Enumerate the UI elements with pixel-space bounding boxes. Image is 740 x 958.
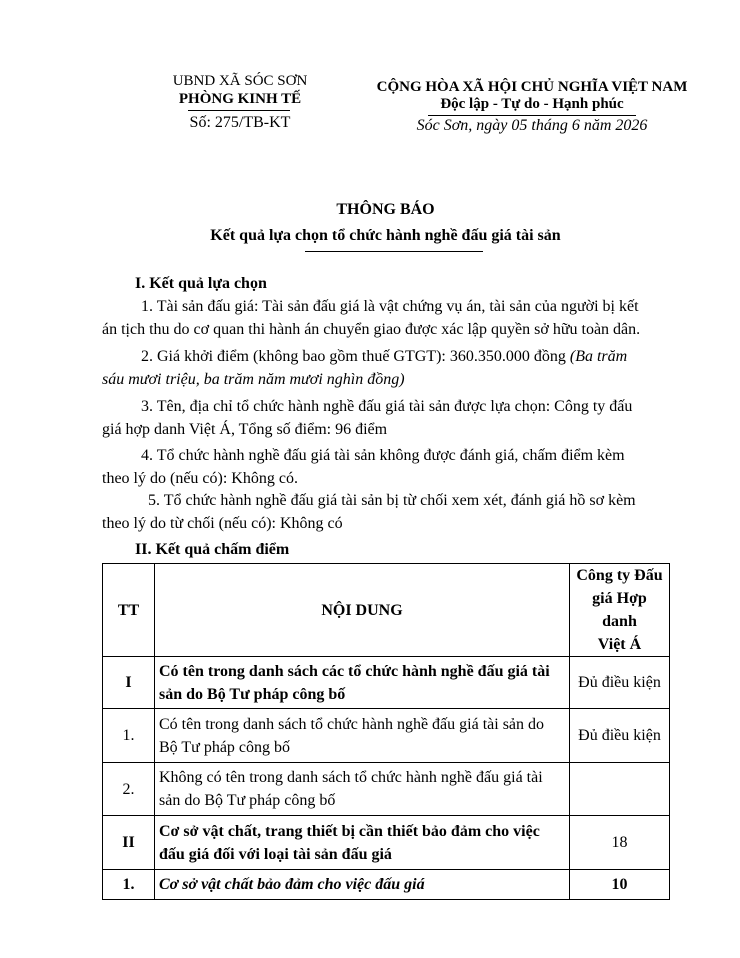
row-value: Đủ điều kiện <box>570 709 670 763</box>
row-content <box>155 816 570 870</box>
header-content: NỘI DUNG <box>155 564 570 657</box>
row-tt: I <box>103 657 155 709</box>
place-and-date: Sóc Sơn, ngày 05 tháng 6 năm 2026 <box>416 117 648 134</box>
issuing-department: PHÒNG KINH TẾ <box>178 91 302 107</box>
row-content-line-2: đấu giá đối với loại tài sản đấu giá <box>159 845 392 863</box>
item-3-line-1: 3. Tên, địa chỉ tổ chức hành nghề đấu giá tài sản được lựa chọn: Công ty đấu <box>141 398 633 415</box>
header-tt: TT <box>103 564 155 657</box>
row-tt: II <box>103 816 155 870</box>
table-row <box>103 763 670 816</box>
item-5-line-1: 5. Tổ chức hành nghề đấu giá tài sản bị từ chối xem xét, đánh giá hồ sơ kèm <box>148 492 636 509</box>
header-right-rule <box>428 115 636 116</box>
row-value: 10 <box>570 870 670 900</box>
item-4-line-1: 4. Tổ chức hành nghề đấu giá tài sản không được đánh giá, chấm điểm kèm <box>141 447 625 464</box>
row-content-line-2: Bộ Tư pháp công bố <box>159 738 291 756</box>
table-row <box>103 816 670 870</box>
header-company-line-2: giá Hợp danh <box>592 590 647 630</box>
item-1-line-2: án tịch thu do cơ quan thi hành án chuyển giao được xác lập quyền sở hữu toàn dân. <box>102 321 641 338</box>
item-2-amount-words-start: (Ba trăm <box>569 348 628 365</box>
header-left-rule <box>188 110 290 111</box>
header-company-line-1: Công ty Đấu <box>576 567 663 584</box>
row-content-line-1: Có tên trong danh sách tổ chức hành nghề đấu giá tài sản do <box>159 715 545 733</box>
table-row <box>103 657 670 709</box>
section-2-heading: II. Kết quả chấm điểm <box>135 541 290 558</box>
row-content-line-1: Cơ sở vật chất, trang thiết bị cần thiết bảo đảm cho việc <box>159 822 540 840</box>
row-content <box>155 657 570 709</box>
row-content <box>155 709 570 763</box>
document-title: THÔNG BÁO <box>336 201 435 218</box>
row-content-line-2: sản do Bộ Tư pháp công bố <box>159 792 336 809</box>
item-5-line-2: theo lý do từ chối (nếu có): Không có <box>102 515 343 532</box>
section-1-heading: I. Kết quả lựa chọn <box>135 275 267 292</box>
document-subtitle: Kết quả lựa chọn tổ chức hành nghề đấu giá tài sản <box>210 227 561 244</box>
row-tt: 2. <box>103 763 155 816</box>
row-content-line-2: sản do Bộ Tư pháp công bố <box>159 685 346 703</box>
national-motto: Độc lập - Tự do - Hạnh phúc <box>440 96 624 112</box>
issuing-authority: UBND XÃ SÓC SƠN <box>172 73 308 89</box>
nation-title: CỘNG HÒA XÃ HỘI CHỦ NGHĨA VIỆT NAM <box>376 79 688 95</box>
row-content <box>155 763 570 816</box>
table-header-row <box>103 564 670 657</box>
header-company <box>570 564 670 657</box>
item-4-line-2: theo lý do (nếu có): Không có. <box>102 470 298 487</box>
row-content-line-1: Không có tên trong danh sách tổ chức hành nghề đấu giá tài <box>159 769 543 786</box>
item-2-text: 2. Giá khởi điểm (không bao gồm thuế GTGT): 360.350.000 đồng <box>141 348 570 365</box>
title-rule <box>305 251 483 252</box>
item-2-line-1 <box>141 348 627 366</box>
document-number: Số: 275/TB-KT <box>189 114 291 131</box>
item-2-line-2: sáu mươi triệu, ba trăm năm mươi nghìn đồng) <box>102 371 405 388</box>
table-row <box>103 709 670 763</box>
scoring-table <box>102 563 670 900</box>
row-value <box>570 763 670 816</box>
row-value: Đủ điều kiện <box>570 657 670 709</box>
row-content: Cơ sở vật chất bảo đảm cho việc đấu giá <box>155 870 570 900</box>
item-1-line-1: 1. Tài sản đấu giá: Tài sản đấu giá là vật chứng vụ án, tài sản của người bị kết <box>141 298 639 315</box>
row-tt: 1. <box>103 709 155 763</box>
table-row <box>103 870 670 900</box>
header-company-line-3: Việt Á <box>597 636 642 653</box>
item-3-line-2: giá hợp danh Việt Á, Tổng số điểm: 96 điểm <box>102 421 388 438</box>
row-content-line-1: Có tên trong danh sách các tổ chức hành nghề đấu giá tài <box>159 662 550 680</box>
row-value: 18 <box>570 816 670 870</box>
row-tt: 1. <box>103 870 155 900</box>
